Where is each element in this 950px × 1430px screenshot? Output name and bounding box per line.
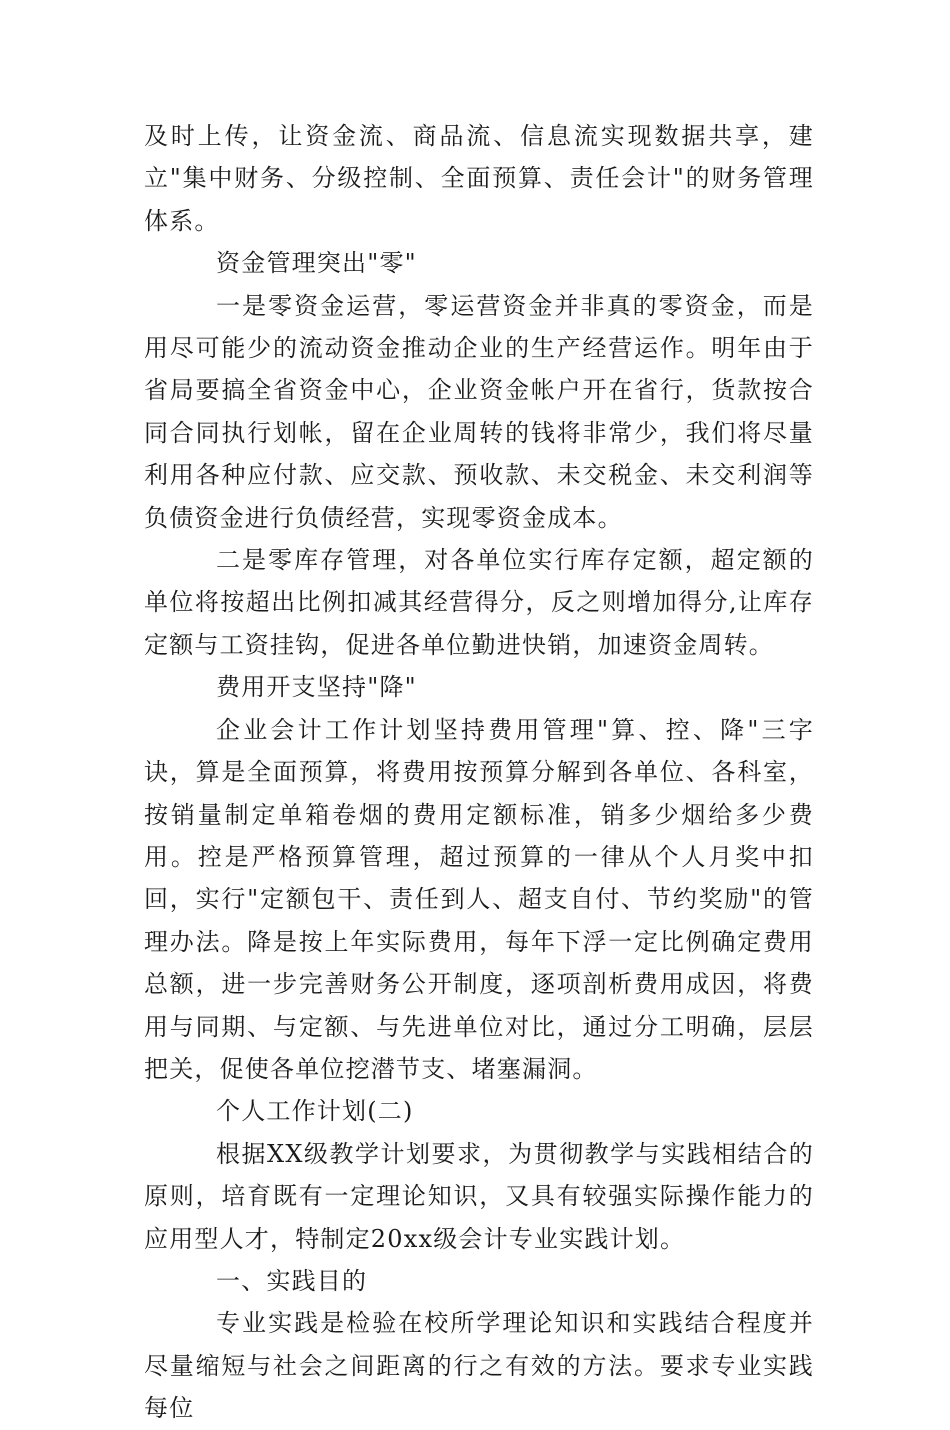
paragraph-cost-management: 企业会计工作计划坚持费用管理"算、控、降"三字诀，算是全面预算，将费用按预算分解到各单位、各科室，按销量制定单箱卷烟的费用定额标准，销多少烟给多少费用。控是严格预算管理，超过预算的一律从个人月奖中扣回，实行"定额包干、责任到人、超支自付、节约奖励"的管理办法。降是按上年实际费用，每年下浮一定比例确定费用总额，进一步完善财务公开制度，逐项剖析费用成因，将费用与同期、与定额、与先进单位对比，通过分工明确，层层把关，促使各单位挖潜节支、堵塞漏洞。: [144, 715, 814, 1083]
section-heading-fund-management: 资金管理突出"零": [216, 249, 417, 278]
paragraph-zero-capital: 一是零资金运营，零运营资金并非真的零资金，而是用尽可能少的流动资金推动企业的生产经营运作。明年由于省局要搞全省资金中心，企业资金帐户开在省行，货款按合同合同执行划帐，留在企业周转的钱将非常少，我们将尽量利用各种应付款、应交款、预收款、未交税金、未交利润等负债资金进行负债经营，实现零资金成本。: [144, 291, 814, 532]
paragraph-teaching-plan: 根据XX级教学计划要求，为贯彻教学与实践相结合的原则，培育既有一定理论知识，又具有较强实际操作能力的应用型人才，特制定20xx级会计专业实践计划。: [144, 1139, 814, 1253]
paragraph-practice-description: 专业实践是检验在校所学理论知识和实践结合程度并尽量缩短与社会之间距离的行之有效的方法。要求专业实践每位: [144, 1309, 814, 1423]
document-body: [144, 115, 814, 1430]
paragraph-zero-inventory: 二是零库存管理，对各单位实行库存定额，超定额的单位将按超出比例扣减其经营得分，反之则增加得分,让库存定额与工资挂钩，促进各单位勤进快销，加速资金周转。: [144, 546, 814, 659]
section-heading-cost-reduction: 费用开支坚持"降": [216, 673, 417, 702]
paragraph-continuation: 及时上传，让资金流、商品流、信息流实现数据共享，建立"集中财务、分级控制、全面预算、责任会计"的财务管理体系。: [144, 122, 814, 235]
section-heading-practice-purpose: 一、实践目的: [216, 1266, 368, 1295]
section-heading-work-plan-two: 个人工作计划(二): [216, 1097, 414, 1126]
